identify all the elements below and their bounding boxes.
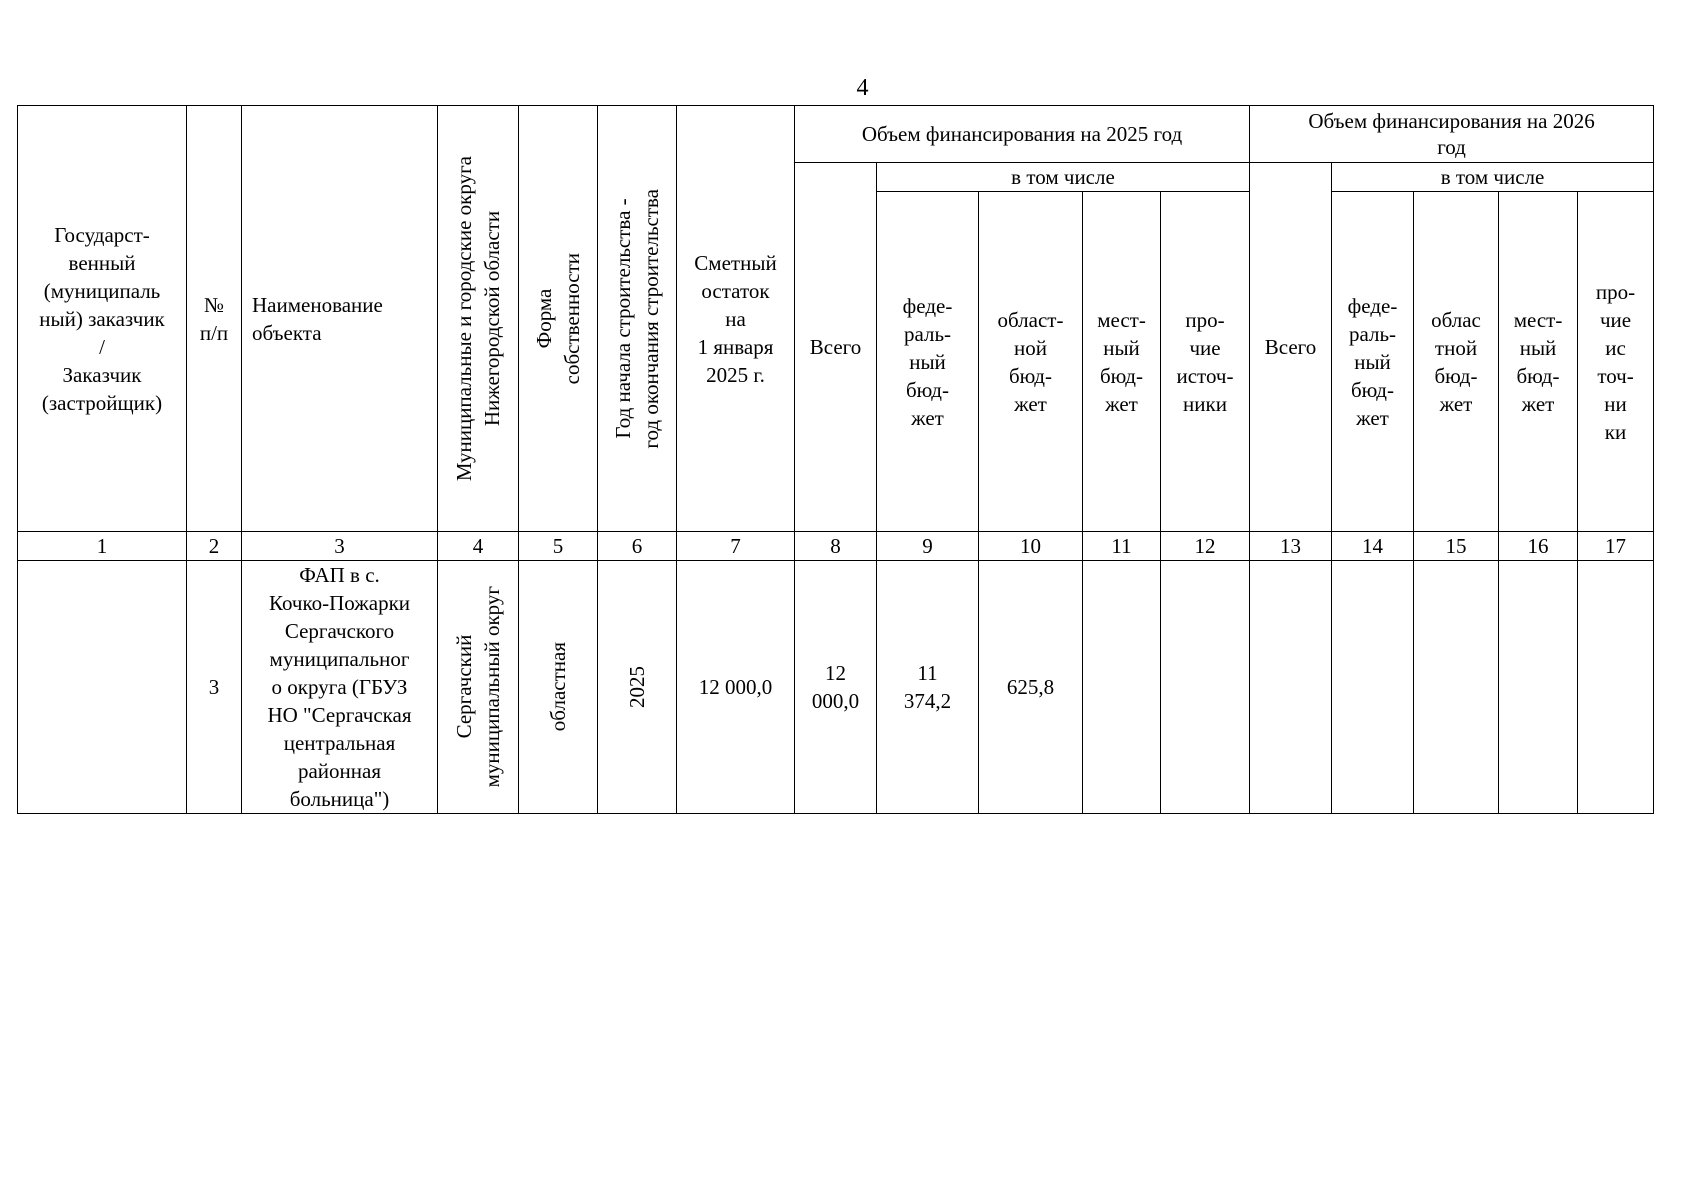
- column-number: 12: [1161, 532, 1250, 561]
- header-total-2025: Всего: [795, 163, 877, 532]
- row-other-2026: [1578, 561, 1654, 814]
- header-funding-2025: Объем финансирования на 2025 год: [795, 106, 1250, 163]
- header-municipalities: Муниципальные и городские округа Нижегородской области: [452, 155, 504, 482]
- row-total-2025: 12 000,0: [795, 561, 877, 814]
- header-local-2026: мест- ный бюд- жет: [1499, 192, 1578, 532]
- row-local-2026: [1499, 561, 1578, 814]
- header-regional-2025: област- ной бюд- жет: [979, 192, 1083, 532]
- header-num: № п/п: [187, 106, 242, 532]
- row-estimated-balance: 12 000,0: [677, 561, 795, 814]
- column-number: 6: [598, 532, 677, 561]
- header-years: Год начала строительства - год окончания строительства: [611, 188, 663, 449]
- row-federal-2025: 11 374,2: [877, 561, 979, 814]
- column-number: 17: [1578, 532, 1654, 561]
- funding-table: [17, 105, 1654, 814]
- header-local-2025: мест- ный бюд- жет: [1083, 192, 1161, 532]
- header-federal-2025: феде- раль- ный бюд- жет: [877, 192, 979, 532]
- row-regional-2026: [1414, 561, 1499, 814]
- header-years-cell: [598, 106, 677, 532]
- column-number: 4: [438, 532, 519, 561]
- header-customer: Государст- венный (муниципаль ный) заказчик / Заказчик (застройщик): [18, 106, 187, 532]
- column-number: 15: [1414, 532, 1499, 561]
- row-total-2026: [1250, 561, 1332, 814]
- header-object-name: Наименование объекта: [242, 106, 438, 532]
- row-years: 2025: [625, 666, 649, 708]
- row-other-2025: [1161, 561, 1250, 814]
- column-number: 16: [1499, 532, 1578, 561]
- row-local-2025: [1083, 561, 1161, 814]
- header-ownership: Форма собственности: [532, 252, 584, 385]
- header-other-2026: про- чие ис точ- ни ки: [1578, 192, 1654, 532]
- header-ownership-cell: [519, 106, 598, 532]
- column-number: 1: [18, 532, 187, 561]
- header-municipalities-cell: [438, 106, 519, 532]
- row-num: 3: [187, 561, 242, 814]
- row-customer: [18, 561, 187, 814]
- header-funding-2026: Объем финансирования на 2026 год: [1250, 106, 1654, 163]
- header-federal-2026: феде- раль- ный бюд- жет: [1332, 192, 1414, 532]
- column-number: 9: [877, 532, 979, 561]
- column-number: 3: [242, 532, 438, 561]
- row-federal-2026: [1332, 561, 1414, 814]
- column-number: 10: [979, 532, 1083, 561]
- column-number: 7: [677, 532, 795, 561]
- row-ownership-cell: [519, 561, 598, 814]
- row-object-name: ФАП в с. Кочко-Пожарки Сергачского муниципальног о округа (ГБУЗ НО "Сергачская центральная районная больница"): [242, 561, 438, 814]
- header-estimated-balance: Сметный остаток на 1 января 2025 г.: [677, 106, 795, 532]
- column-numbers-row: [18, 532, 1654, 561]
- header-including-2026: в том числе: [1332, 163, 1654, 192]
- row-regional-2025: 625,8: [979, 561, 1083, 814]
- row-ownership: областная: [546, 642, 570, 732]
- column-number: 14: [1332, 532, 1414, 561]
- header-total-2026: Всего: [1250, 163, 1332, 532]
- row-municipality: Сергачский муниципальный округ: [452, 586, 504, 788]
- header-other-2025: про- чие источ- ники: [1161, 192, 1250, 532]
- column-number: 11: [1083, 532, 1161, 561]
- row-years-cell: [598, 561, 677, 814]
- column-number: 5: [519, 532, 598, 561]
- row-municipality-cell: [438, 561, 519, 814]
- table-row: [18, 561, 1654, 814]
- column-number: 8: [795, 532, 877, 561]
- header-including-2025: в том числе: [877, 163, 1250, 192]
- column-number: 13: [1250, 532, 1332, 561]
- page-number: 4: [856, 75, 869, 101]
- header-regional-2026: облас тной бюд- жет: [1414, 192, 1499, 532]
- column-number: 2: [187, 532, 242, 561]
